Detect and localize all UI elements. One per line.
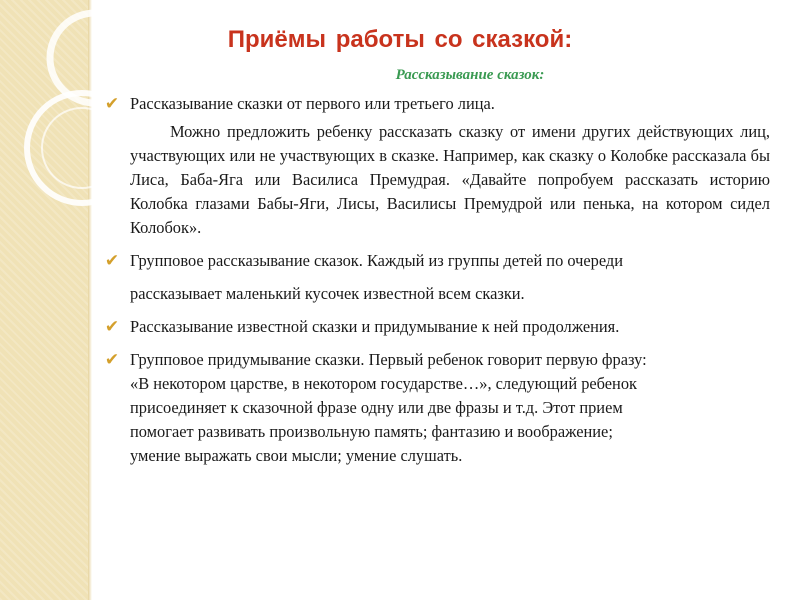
item-text-continued: рассказывает маленький кусочек известной всем сказки. [130,284,525,303]
item-text: Рассказывание сказки от первого или третьего лица. [130,94,495,113]
item-text: присоединяет к сказочной фразе одну или две фразы и т.д. Этот прием [130,398,623,417]
check-mark-icon: ✔ [104,251,120,271]
check-mark-icon: ✔ [104,317,120,337]
list-item [100,315,770,339]
slide-subtitle: Рассказывание сказок: [395,67,545,83]
item-text: Рассказывание известной сказки и придумывание к ней продолжения. [130,317,620,336]
check-mark-icon: ✔ [104,94,120,114]
item-paragraph: Можно предложить ребенку рассказать сказку от имени других действующих лиц, участвующих или не участвующих в сказке. Например, как сказку о Колобке рассказала бы Лиса, Баба-Яга или Василиса Премудрая. «Давайте попробуем рассказать историю Колобка глазами Бабы-Яги, Лисы, Василисы Премудрой или пенька, на котором сидел Колобок». [130,122,770,237]
check-mark-icon: ✔ [104,350,120,370]
slide-title: Приёмы работы со сказкой: [227,26,573,53]
item-text: умение выражать свои мысли; умение слушать. [130,446,463,465]
slide-content [100,92,770,468]
item-text: Групповое рассказывание сказок. Каждый из группы детей по очереди [130,251,624,270]
item-text: «В некотором царстве, в некотором государстве…», следующий ребенок [130,374,637,393]
item-text: помогает развивать произвольную память; фантазию и воображение; [130,422,613,441]
item-text: Групповое придумывание сказки. Первый ребенок говорит первую фразу: [130,350,647,369]
list-item [100,249,770,306]
list-item [100,92,770,240]
list-item [100,348,770,468]
